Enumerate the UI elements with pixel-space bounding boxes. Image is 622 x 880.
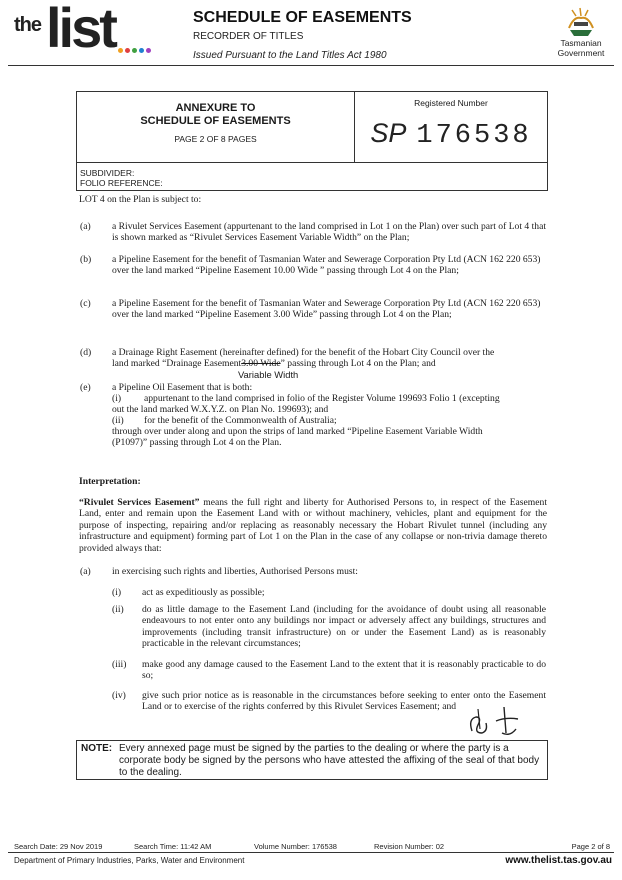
sub-label: (iv) bbox=[112, 690, 126, 701]
page-number: Page 2 of 8 bbox=[571, 842, 610, 851]
sub-label: (ii) bbox=[112, 604, 124, 615]
page-count: PAGE 2 OF 8 PAGES bbox=[174, 134, 257, 144]
sub-item-text: act as expeditiously as possible; bbox=[142, 587, 265, 598]
item-d-text-post: ” passing through Lot 4 on the Plan; and bbox=[280, 358, 436, 369]
definition-text: means the full right and liberty for Authorised Persons to, in respect of the Easement Land, enter and remain upon the Easement Land with or without machinery, vehicles, plant and equipment for the purpose of inspecting, repairing and/or replacing as reasonably necessary the Hobart Rivulet tunnel (including any infrastructure and equipment) forming part of Lot 1 on the Plan in the case of any collapse or non-trivia damage thereto provided always that: bbox=[79, 497, 547, 554]
annexure-line-1: ANNEXURE TO bbox=[175, 102, 256, 114]
govt-line-2: Government bbox=[557, 48, 605, 58]
interpretation-heading: Interpretation: bbox=[79, 476, 141, 487]
intro-line: LOT 4 on the Plan is subject to: bbox=[79, 194, 202, 205]
sub-item-text: make good any damage caused to the Easement Land to the extent that it is reasonably practicable to do so; bbox=[142, 659, 546, 682]
note-label: NOTE: bbox=[81, 743, 113, 754]
sp-number: 176538 bbox=[416, 121, 532, 151]
folio-reference-label: FOLIO REFERENCE: bbox=[80, 178, 163, 188]
logo-dot bbox=[118, 48, 123, 53]
signature-initials-icon bbox=[466, 705, 526, 739]
item-label: (c) bbox=[80, 298, 91, 309]
struck-text: 3.00 Wide bbox=[241, 358, 281, 369]
item-d-text-pre: land marked “Drainage Easement bbox=[112, 358, 242, 369]
tasmanian-government-logo bbox=[548, 6, 614, 62]
rivulet-definition bbox=[79, 497, 547, 554]
item-label: (e) bbox=[80, 382, 91, 393]
tasmanian-tiger-emblem-icon bbox=[566, 6, 596, 38]
note-box bbox=[76, 740, 548, 780]
document-subtitle: RECORDER OF TITLES bbox=[193, 31, 304, 42]
item-d-line-2 bbox=[112, 358, 436, 369]
item-e-i-text: appurtenant to the land comprised in folio of the Register Volume 199693 Folio 1 (excepting bbox=[144, 393, 500, 404]
sub-item-text: give such prior notice as is reasonable in the circumstances before seeking to enter onto the Easement Land or to exercise of the rights conferred by this Rivulet Services Easement; and bbox=[142, 690, 546, 713]
logo-list-text: list bbox=[46, 0, 115, 59]
logo-dot bbox=[132, 48, 137, 53]
item-text: a Rivulet Services Easement (appurtenant to the land comprised in Lot 1 on the Plan) over such part of Lot 4 that is shown marked as “Rivulet Services Easement Variable Width” on the Plan; bbox=[112, 221, 547, 244]
annexure-title-cell bbox=[77, 92, 355, 162]
logo-dot bbox=[146, 48, 151, 53]
sub-item-text: do as little damage to the Easement Land (including for the avoidance of doubt using all reasonable endeavours to not enter onto any buildings nor impact or adversely affect any buildings, structures and improvements (including transit infrastructure) on or under the Easement Land) as is reasonably practicable in the relevant circumstances; bbox=[142, 604, 546, 650]
handwritten-amendment: Variable Width bbox=[238, 369, 299, 380]
item-label: (a) bbox=[80, 221, 91, 232]
department-name: Department of Primary Industries, Parks, Water and Environment bbox=[14, 856, 245, 865]
sub-label: (a) bbox=[80, 566, 91, 577]
item-e-last-line-2: (P1097)” passing through Lot 4 on the Plan. bbox=[112, 437, 282, 448]
registered-number bbox=[355, 118, 547, 151]
item-label: (b) bbox=[80, 254, 92, 265]
annexure-line-2: SCHEDULE OF EASEMENTS bbox=[140, 115, 291, 127]
item-e-ii-text: for the benefit of the Commonwealth of Australia; bbox=[144, 415, 337, 426]
document-title: SCHEDULE OF EASEMENTS bbox=[193, 9, 412, 26]
thelist-logo bbox=[14, 0, 154, 60]
annexure-box bbox=[76, 91, 548, 191]
website-url: www.thelist.tas.gov.au bbox=[505, 855, 612, 866]
logo-dots bbox=[118, 48, 151, 53]
item-d-line-1: a Drainage Right Easement (hereinafter defined) for the benefit of the Hobart City Council over the bbox=[112, 347, 495, 358]
item-text: a Pipeline Easement for the benefit of Tasmanian Water and Sewerage Corporation Pty Ltd (ACN 162 220 653) over the land marked “Pipeline Easement 3.00 Wide” passing through Lot 4 on the Plan; bbox=[112, 298, 541, 321]
sub-label: (iii) bbox=[112, 659, 127, 670]
defined-term: “Rivulet Services Easement” bbox=[79, 497, 200, 508]
logo-dot bbox=[139, 48, 144, 53]
footer-divider bbox=[8, 852, 614, 853]
logo-the-text: the bbox=[14, 14, 41, 36]
registered-number-cell bbox=[355, 92, 547, 162]
item-e-i-cont: out the land marked W.X.Y.Z. on Plan No. 199693); and bbox=[112, 404, 329, 415]
sub-label: (i) bbox=[112, 587, 122, 598]
sub-a-text: in exercising such rights and liberties, Authorised Persons must: bbox=[112, 566, 358, 577]
subdivider-cell bbox=[77, 162, 547, 193]
sp-prefix: SP bbox=[370, 118, 407, 148]
search-time: Search Time: 11:42 AM bbox=[134, 842, 212, 851]
govt-line-1: Tasmanian bbox=[560, 38, 602, 48]
search-date: Search Date: 29 Nov 2019 bbox=[14, 842, 103, 851]
sub-label: (ii) bbox=[112, 415, 124, 426]
subdivider-label: SUBDIVIDER: bbox=[80, 168, 135, 178]
item-label: (d) bbox=[80, 347, 92, 358]
logo-dot bbox=[125, 48, 130, 53]
item-e-line-1: a Pipeline Oil Easement that is both: bbox=[112, 382, 253, 393]
volume-number: Volume Number: 176538 bbox=[254, 842, 337, 851]
registered-number-label: Registered Number bbox=[414, 98, 488, 108]
issued-pursuant-line: Issued Pursuant to the Land Titles Act 1980 bbox=[193, 50, 387, 61]
item-e-last-line-1: through over under along and upon the strips of land marked “Pipeline Easement Variable Width bbox=[112, 426, 483, 437]
revision-number: Revision Number: 02 bbox=[374, 842, 445, 851]
item-text: a Pipeline Easement for the benefit of Tasmanian Water and Sewerage Corporation Pty Ltd (ACN 162 220 653) over the land marked “Pipeline Easement 10.00 Wide ” passing through Lot 4 on the Plan; bbox=[112, 254, 541, 277]
note-text: Every annexed page must be signed by the parties to the dealing or where the party is a corporate body be signed by the persons who have attested the affixing of the seal of that body to the dealing. bbox=[119, 743, 540, 778]
sub-label: (i) bbox=[112, 393, 122, 404]
header-divider bbox=[8, 65, 614, 66]
